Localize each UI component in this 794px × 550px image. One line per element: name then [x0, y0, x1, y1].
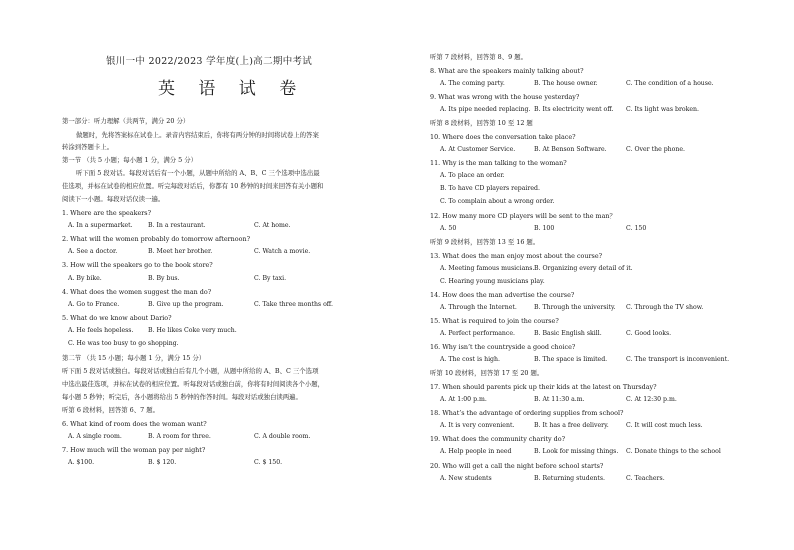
- option-b: B. A room for three.: [148, 433, 211, 440]
- section-heading: 第二节 （共 15 小题；每小题 1 分，满分 15 分）: [62, 354, 206, 362]
- option-a: A. The coming party.: [440, 80, 505, 87]
- option-a: A. Help people in need: [440, 448, 512, 455]
- material-heading: 听第 8 段材料，回答第 10 至 12 题: [430, 119, 533, 127]
- option-a: A. At 1:00 p.m.: [440, 396, 487, 403]
- option-c: C. The transport is inconvenient.: [626, 356, 730, 363]
- option-b: B. He likes Coke very much.: [148, 327, 237, 334]
- instruction-text: 中选出最佳选项，并标在试卷的相应位置。听每段对话或独白前，你将有时间阅读各个小题，: [62, 380, 325, 388]
- option-a: A. At Customer Service.: [440, 146, 516, 153]
- option-b: B. Organizing every detail of it.: [534, 265, 633, 272]
- option-c: C. The condition of a house.: [626, 80, 714, 87]
- option-a: A. Go to France.: [68, 301, 120, 308]
- material-heading: 听第 10 段材料，回答第 17 至 20 题。: [430, 369, 544, 377]
- option-a: A. New students: [440, 475, 492, 482]
- option-a: A. Perfect performance.: [440, 330, 515, 337]
- instruction-text: 佳选项，并标在试卷的相应位置。听完每段对话后，你都有 10 秒钟的时间来回答有关小题和: [62, 182, 324, 190]
- option-c: C. At 12:30 p.m.: [626, 396, 677, 403]
- option-b: B. Give up the program.: [148, 301, 224, 308]
- instruction-text: 听下面 5 段对话。每段对话后有一个小题，从题中所给的 A、B、C 三个选项中选出最: [76, 169, 320, 177]
- question-3: 3. How will the speakers go to the book store?: [62, 261, 213, 269]
- question-15: 15. What is required to join the course?: [430, 317, 559, 325]
- material-heading: 听第 9 段材料，回答第 13 至 16 题。: [430, 238, 540, 246]
- instruction-text: 听下面 5 段对话或独白。每段对话或独白后有几个小题，从题中所给的 A、B、C 三个选项: [62, 367, 319, 375]
- option-b: B. By bus.: [148, 275, 180, 282]
- option-c: C. A double room.: [254, 433, 311, 440]
- option-b: B. Through the university.: [534, 304, 616, 311]
- option-c: C. Watch a movie.: [254, 248, 311, 255]
- option-b: B. 100: [534, 225, 555, 232]
- option-c: C. Its light was broken.: [626, 106, 700, 113]
- instruction-text: 做题时，先将答案标在试卷上。录音内容结束后，你将有两分钟的时间将试卷上的答案: [76, 131, 319, 139]
- option-c: C. He was too busy to go shopping.: [68, 340, 179, 347]
- option-c: C. Hearing young musicians play.: [440, 278, 545, 285]
- option-a: A. To place an order.: [440, 172, 505, 179]
- option-b: B. To have CD players repaired.: [440, 185, 540, 192]
- option-a: A. The cost is high.: [440, 356, 500, 363]
- subject-title: 英 语 试 卷: [158, 79, 306, 99]
- question-16: 16. Why isn’t the countryside a good choice?: [430, 343, 576, 351]
- question-18: 18. What’s the advantage of ordering supplies from school?: [430, 409, 624, 417]
- option-b: B. $ 120.: [148, 459, 177, 466]
- material-heading: 听第 7 段材料，回答第 8、9 题。: [430, 53, 528, 61]
- option-c: C. At home.: [254, 222, 291, 229]
- option-c: C. Teachers.: [626, 475, 665, 482]
- part-heading: 第一部分：听力理解（共两节，满分 20 分）: [62, 117, 190, 125]
- instruction-text: 阅读下一小题。每段对话仅读一遍。: [62, 195, 165, 203]
- option-a: A. A single room.: [68, 433, 122, 440]
- option-b: B. The house owner.: [534, 80, 598, 87]
- question-20: 20. Who will get a call the night before school starts?: [430, 462, 604, 470]
- option-a: A. Meeting famous musicians.: [440, 265, 535, 272]
- question-6: 6. What kind of room does the woman want?: [62, 420, 207, 428]
- option-b: B. In a restaurant.: [148, 222, 206, 229]
- option-c: C. It will cost much less.: [626, 422, 703, 429]
- option-c: C. Donate things to the school: [626, 448, 721, 455]
- question-17: 17. When should parents pick up their kids at the latest on Thursday?: [430, 383, 657, 391]
- instruction-text: 每小题 5 秒钟；听完后，各小题将给出 5 秒钟的作答时间。每段对话或独白读两遍。: [62, 393, 302, 401]
- question-11: 11. Why is the man talking to the woman?: [430, 159, 567, 167]
- option-c: C. Take three months off.: [254, 301, 333, 308]
- option-b: B. Its electricity went off.: [534, 106, 614, 113]
- option-c: C. $ 150.: [254, 459, 283, 466]
- option-c: C. Good looks.: [626, 330, 672, 337]
- option-b: B. The space is limited.: [534, 356, 608, 363]
- option-b: B. Look for missing things.: [534, 448, 619, 455]
- option-a: A. See a doctor.: [68, 248, 118, 255]
- question-13: 13. What does the man enjoy most about the course?: [430, 252, 603, 260]
- option-a: A. Through the Internet.: [440, 304, 517, 311]
- option-b: B. Returning students.: [534, 475, 605, 482]
- question-12: 12. How many more CD players will be sent to the man？: [430, 212, 616, 220]
- option-a: A. Its pipe needed replacing.: [440, 106, 531, 113]
- option-c: C. 150: [626, 225, 647, 232]
- option-c: C. Over the phone.: [626, 146, 685, 153]
- question-8: 8. What are the speakers mainly talking about?: [430, 67, 584, 75]
- question-4: 4. What does the women suggest the man do?: [62, 288, 212, 296]
- option-a: A. It is very convenient.: [440, 422, 515, 429]
- option-a: A. In a supermarket.: [68, 222, 133, 229]
- question-2: 2. What will the women probably do tomorrow afternoon?: [62, 235, 251, 243]
- option-c: C. By taxi.: [254, 275, 287, 282]
- option-a: A. He feels hopeless.: [68, 327, 134, 334]
- material-heading: 听第 6 段材料，回答第 6、7 题。: [62, 406, 160, 414]
- question-9: 9. What was wrong with the house yesterday?: [430, 93, 580, 101]
- instruction-text: 转涂到答题卡上。: [62, 143, 114, 151]
- option-b: B. At Benson Software.: [534, 146, 607, 153]
- option-a: A. 50: [440, 225, 457, 232]
- question-10: 10. Where does the conversation take place?: [430, 133, 576, 141]
- section-heading: 第一节 （共 5 小题；每小题 1 分，满分 5 分）: [62, 156, 198, 164]
- option-b: B. Basic English skill.: [534, 330, 602, 337]
- option-c: C. To complain about a wrong order.: [440, 198, 555, 205]
- exam-title: 银川一中 2022/2023 学年度(上)高二期中考试: [106, 56, 313, 67]
- option-b: B. At 11:30 a.m.: [534, 396, 585, 403]
- option-c: C. Through the TV show.: [626, 304, 704, 311]
- question-14: 14. How does the man advertise the course?: [430, 291, 575, 299]
- question-7: 7. How much will the woman pay per night?: [62, 446, 206, 454]
- question-5: 5. What do we know about Dario?: [62, 314, 172, 322]
- question-19: 19. What does the community charity do?: [430, 435, 566, 443]
- option-b: B. Meet her brother.: [148, 248, 213, 255]
- option-a: A. $100.: [68, 459, 95, 466]
- option-b: B. It has a free delivery.: [534, 422, 609, 429]
- question-1: 1. Where are the speakers?: [62, 209, 152, 217]
- option-a: A. By bike.: [68, 275, 102, 282]
